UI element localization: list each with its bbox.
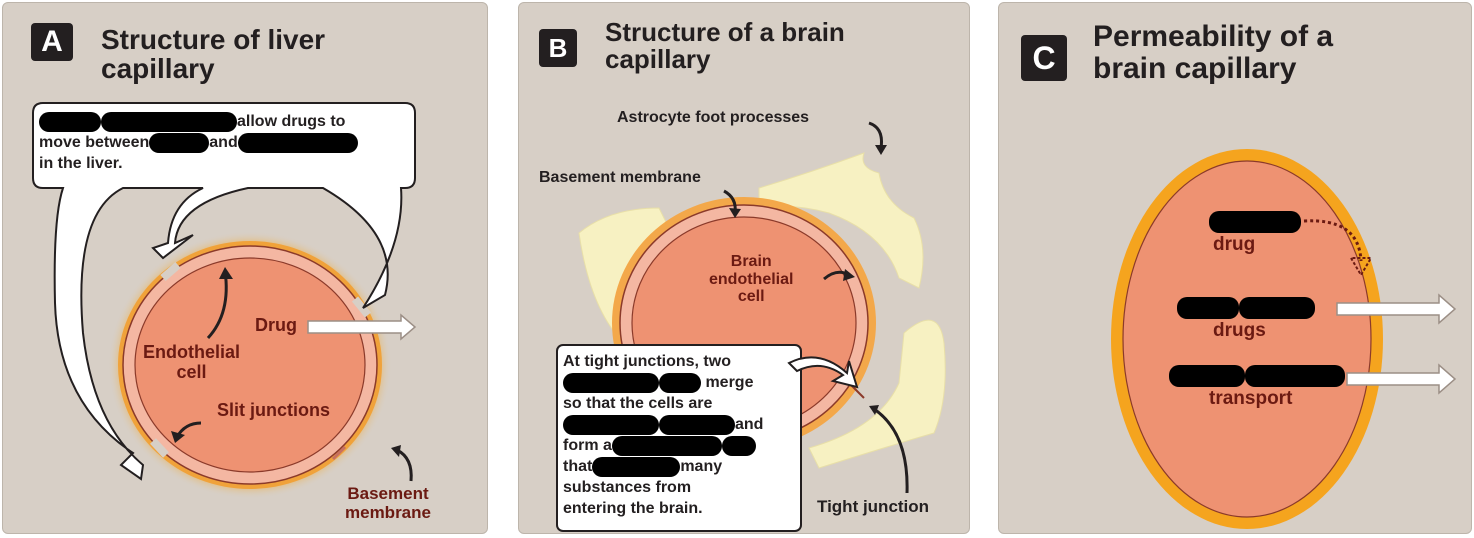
panel-brain-permeability <box>998 2 1472 534</box>
panel-brain-capillary <box>518 2 970 534</box>
redaction <box>563 373 659 393</box>
redaction <box>238 133 358 153</box>
panel-liver-capillary <box>2 2 488 534</box>
brain-basement-membrane-label: Basement membrane <box>539 169 701 186</box>
drug-label-c: drug <box>1213 234 1256 255</box>
panel-c-title: Permeability of a brain capillary <box>1093 20 1334 85</box>
redaction <box>149 133 209 153</box>
redaction <box>563 415 659 435</box>
blocked-drug-redaction <box>1209 211 1301 233</box>
brain-endothelial-label: Brain endothelial cell <box>709 253 794 306</box>
redaction <box>659 373 701 393</box>
panel-a-badge: A <box>31 23 73 61</box>
panel-c-badge: C <box>1021 35 1067 81</box>
panel-b-badge: B <box>539 29 577 67</box>
slit-junctions-label: Slit junctions <box>217 400 331 420</box>
redaction <box>612 436 722 456</box>
redaction <box>592 457 680 477</box>
brain-callout-text: At tight junctions, two merge so that the cells are and form a that many substances from entering the brain. <box>563 353 764 517</box>
liver-callout-text: allow drugs to move between and in the liver. <box>39 111 419 174</box>
redaction <box>101 112 237 132</box>
drugs-label: drugs <box>1213 320 1266 341</box>
basement-membrane-label: Basement membrane <box>345 484 431 522</box>
panel-b-title: Structure of a brain capillary <box>605 17 845 75</box>
drug-label: Drug <box>255 315 297 335</box>
transport-redaction <box>1169 365 1345 387</box>
redaction <box>722 436 756 456</box>
transport-label: transport <box>1209 388 1293 409</box>
endothelial-cell-label: Endothelial cell <box>143 342 241 382</box>
drugs-redaction <box>1177 297 1315 319</box>
panel-a-title: Structure of liver capillary <box>101 24 326 85</box>
astrocyte-label: Astrocyte foot processes <box>617 109 810 126</box>
redaction <box>659 415 735 435</box>
redaction <box>39 112 101 132</box>
tight-junction-label: Tight junction <box>817 497 930 516</box>
